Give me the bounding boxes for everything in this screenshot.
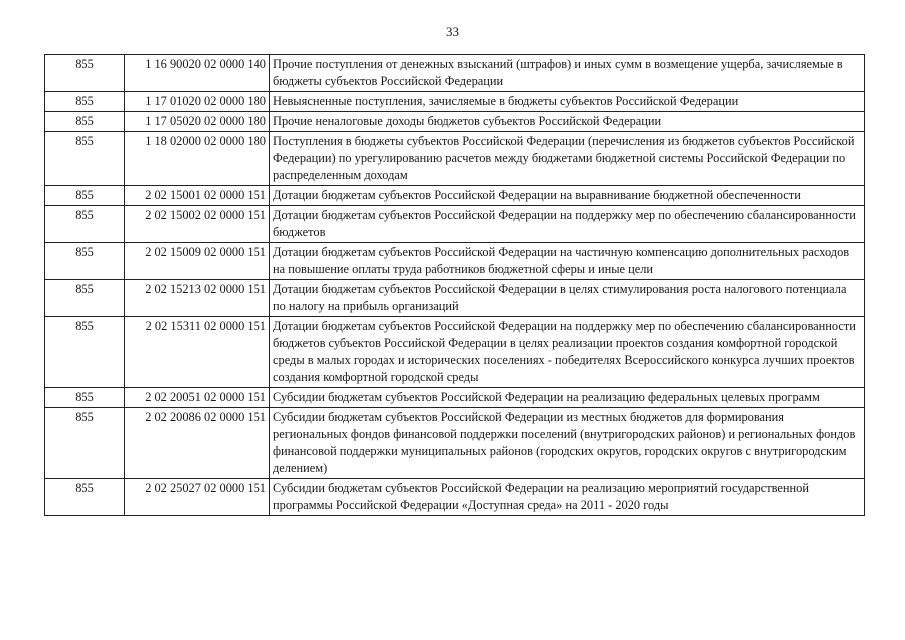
table-row: [45, 92, 865, 112]
revenue-name-cell: Дотации бюджетам субъектов Российской Федерации на частичную компенсацию дополнительных расходов на повышение оплаты труда работников бюджетной сферы и иные цели: [270, 243, 865, 280]
table-body: [45, 55, 865, 516]
revenue-name-cell: Прочие поступления от денежных взысканий (штрафов) и иных сумм в возмещение ущерба, зачисляемые в бюджеты субъектов Российской Федерации: [270, 55, 865, 92]
budget-code-cell: 2 02 20051 02 0000 151: [125, 388, 270, 408]
table-row: [45, 206, 865, 243]
admin-code-cell: 855: [45, 55, 125, 92]
budget-code-cell: 1 18 02000 02 0000 180: [125, 132, 270, 186]
table-row: [45, 112, 865, 132]
admin-code-cell: 855: [45, 317, 125, 388]
budget-code-cell: 2 02 15009 02 0000 151: [125, 243, 270, 280]
budget-code-cell: 2 02 15002 02 0000 151: [125, 206, 270, 243]
budget-code-cell: 2 02 15311 02 0000 151: [125, 317, 270, 388]
table-row: [45, 317, 865, 388]
budget-classification-table: [44, 54, 865, 516]
table-row: [45, 408, 865, 479]
table-row: [45, 55, 865, 92]
revenue-name-cell: Прочие неналоговые доходы бюджетов субъектов Российской Федерации: [270, 112, 865, 132]
budget-code-cell: 2 02 25027 02 0000 151: [125, 479, 270, 516]
admin-code-cell: 855: [45, 388, 125, 408]
budget-code-cell: 1 16 90020 02 0000 140: [125, 55, 270, 92]
table-row: [45, 132, 865, 186]
admin-code-cell: 855: [45, 92, 125, 112]
budget-code-cell: 1 17 01020 02 0000 180: [125, 92, 270, 112]
budget-code-cell: 2 02 20086 02 0000 151: [125, 408, 270, 479]
revenue-name-cell: Дотации бюджетам субъектов Российской Федерации на поддержку мер по обеспечению сбалансированности бюджетов: [270, 206, 865, 243]
table-row: [45, 280, 865, 317]
admin-code-cell: 855: [45, 243, 125, 280]
revenue-name-cell: Дотации бюджетам субъектов Российской Федерации на поддержку мер по обеспечению сбалансированности бюджетов субъектов Российской Федерации в целях реализации проектов создания комфортной городской среды в малых городах и исторических поселениях - победителях Всероссийского конкурса лучших проектов создания комфортной городской среды: [270, 317, 865, 388]
budget-code-cell: 2 02 15213 02 0000 151: [125, 280, 270, 317]
revenue-name-cell: Дотации бюджетам субъектов Российской Федерации в целях стимулирования роста налогового потенциала по налогу на прибыль организаций: [270, 280, 865, 317]
budget-code-cell: 1 17 05020 02 0000 180: [125, 112, 270, 132]
table-row: [45, 186, 865, 206]
admin-code-cell: 855: [45, 408, 125, 479]
revenue-name-cell: Поступления в бюджеты субъектов Российской Федерации (перечисления из бюджетов субъектов Российской Федерации) по урегулированию расчетов между бюджетами бюджетной системы Российской Федерации по распределенным доходам: [270, 132, 865, 186]
table-row: [45, 479, 865, 516]
revenue-name-cell: Субсидии бюджетам субъектов Российской Федерации из местных бюджетов для формирования региональных фондов финансовой поддержки поселений (внутригородских районов) и региональных фондов финансовой поддержки муниципальных районов (городских округов, городских округов с внутригородским делением): [270, 408, 865, 479]
table-row: [45, 243, 865, 280]
admin-code-cell: 855: [45, 479, 125, 516]
revenue-name-cell: Дотации бюджетам субъектов Российской Федерации на выравнивание бюджетной обеспеченности: [270, 186, 865, 206]
revenue-name-cell: Субсидии бюджетам субъектов Российской Федерации на реализацию федеральных целевых программ: [270, 388, 865, 408]
admin-code-cell: 855: [45, 186, 125, 206]
revenue-name-cell: Невыясненные поступления, зачисляемые в бюджеты субъектов Российской Федерации: [270, 92, 865, 112]
table-row: [45, 388, 865, 408]
admin-code-cell: 855: [45, 280, 125, 317]
admin-code-cell: 855: [45, 132, 125, 186]
revenue-name-cell: Субсидии бюджетам субъектов Российской Федерации на реализацию мероприятий государственной программы Российской Федерации «Доступная среда» на 2011 - 2020 годы: [270, 479, 865, 516]
admin-code-cell: 855: [45, 112, 125, 132]
page-number: 33: [446, 24, 459, 39]
budget-code-cell: 2 02 15001 02 0000 151: [125, 186, 270, 206]
admin-code-cell: 855: [45, 206, 125, 243]
